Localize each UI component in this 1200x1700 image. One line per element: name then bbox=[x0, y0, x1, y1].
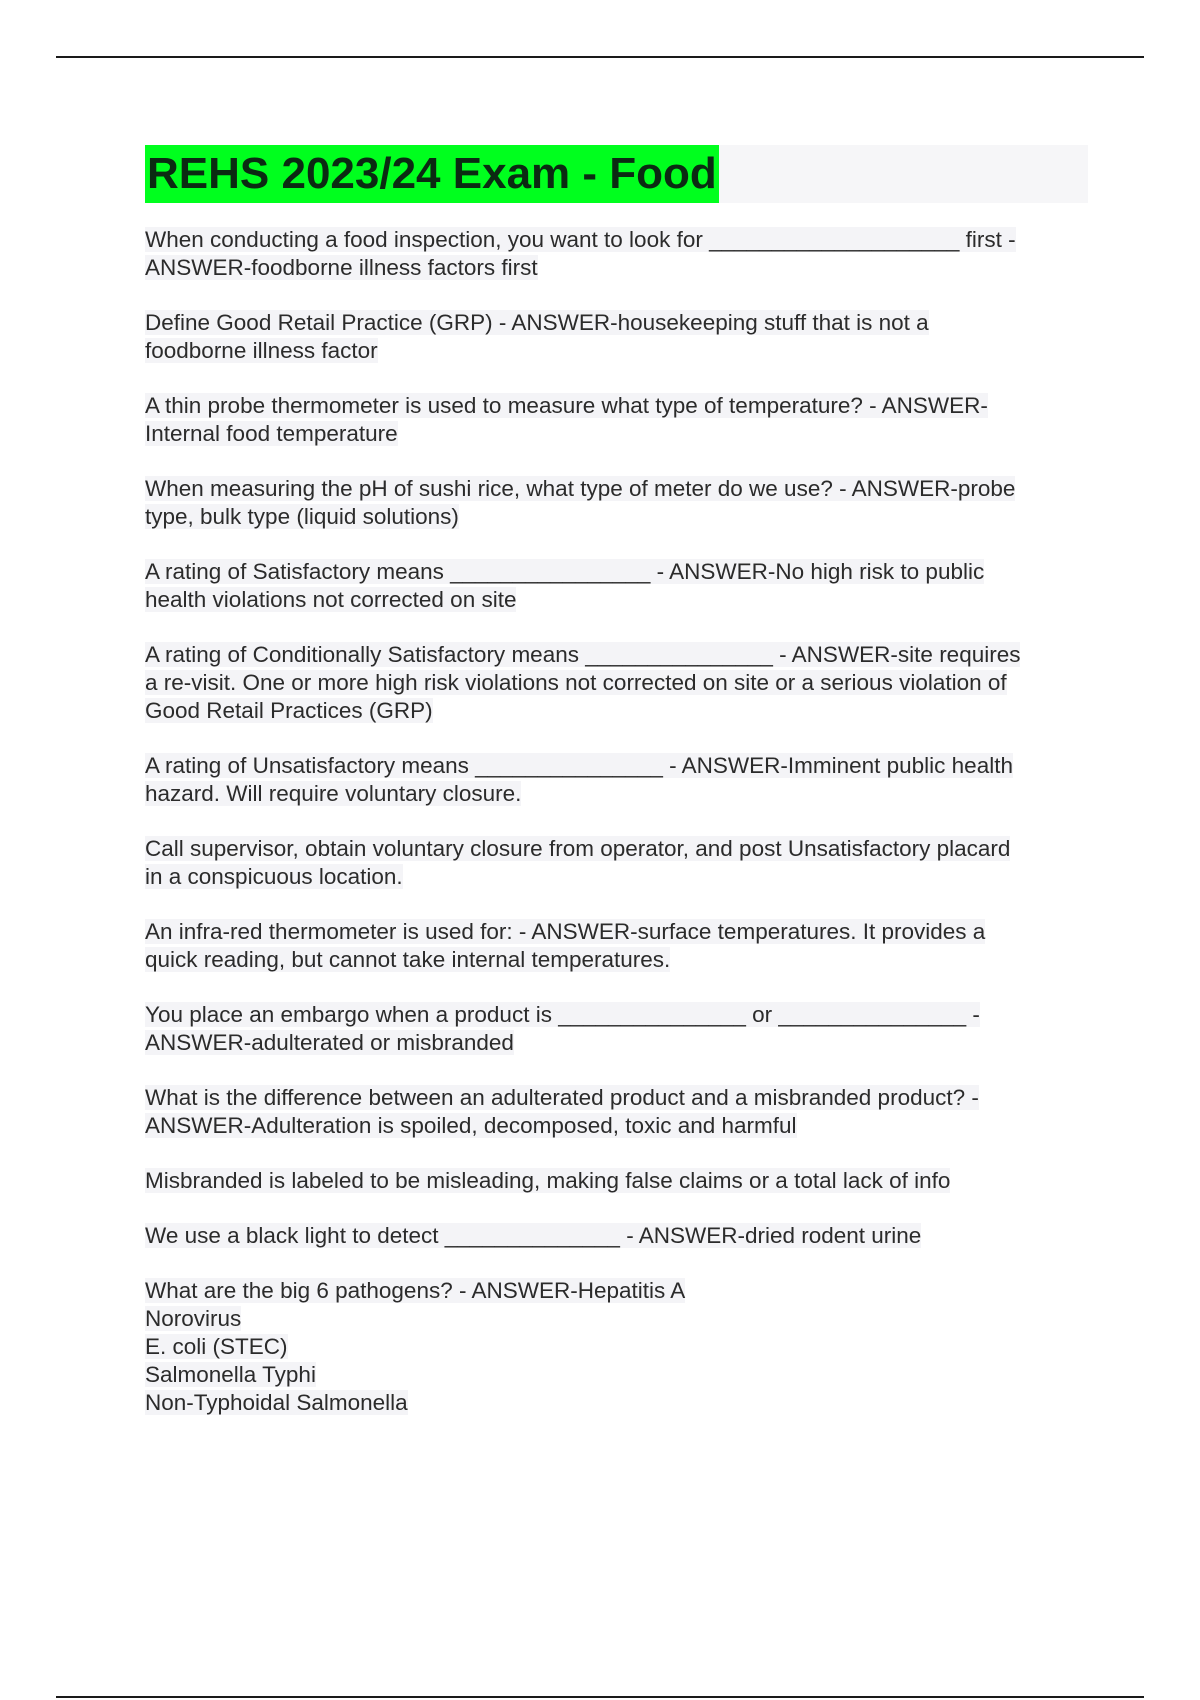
text-line bbox=[145, 254, 1095, 282]
text-line bbox=[145, 226, 1095, 254]
text-line-content: What are the big 6 pathogens? - ANSWER-Hepatitis A bbox=[145, 1278, 686, 1303]
text-line bbox=[145, 1389, 1095, 1417]
text-line bbox=[145, 1305, 1095, 1333]
text-line-content: You place an embargo when a product is _______________ or _______________ - bbox=[145, 1002, 980, 1027]
text-line bbox=[145, 1001, 1095, 1029]
document-body bbox=[145, 226, 1095, 1444]
text-line bbox=[145, 420, 1095, 448]
text-line-content: A rating of Conditionally Satisfactory means _______________ - ANSWER-site requires bbox=[145, 642, 1021, 667]
text-line bbox=[145, 475, 1095, 503]
text-line bbox=[145, 641, 1095, 669]
text-line bbox=[145, 309, 1095, 337]
text-line-content: Define Good Retail Practice (GRP) - ANSWER-housekeeping stuff that is not a bbox=[145, 310, 929, 335]
text-line bbox=[145, 863, 1095, 891]
text-line-content: When conducting a food inspection, you want to look for ____________________ first - bbox=[145, 227, 1016, 252]
qa-paragraph bbox=[145, 309, 1095, 365]
text-line bbox=[145, 1222, 1095, 1250]
text-line bbox=[145, 835, 1095, 863]
text-line-content: Internal food temperature bbox=[145, 421, 398, 446]
text-line-content: Salmonella Typhi bbox=[145, 1362, 316, 1387]
qa-paragraph bbox=[145, 641, 1095, 725]
text-line bbox=[145, 697, 1095, 725]
text-line-content: foodborne illness factor bbox=[145, 338, 378, 363]
text-line-content: health violations not corrected on site bbox=[145, 587, 517, 612]
text-line bbox=[145, 1361, 1095, 1389]
text-line bbox=[145, 392, 1095, 420]
text-line bbox=[145, 1333, 1095, 1361]
text-line-content: Non-Typhoidal Salmonella bbox=[145, 1390, 408, 1415]
qa-paragraph bbox=[145, 1167, 1095, 1195]
qa-paragraph bbox=[145, 1001, 1095, 1057]
qa-paragraph bbox=[145, 835, 1095, 891]
text-line bbox=[145, 1277, 1095, 1305]
text-line bbox=[145, 1084, 1095, 1112]
text-line-content: ANSWER-foodborne illness factors first bbox=[145, 255, 538, 280]
text-line bbox=[145, 752, 1095, 780]
text-line-content: ANSWER-Adulteration is spoiled, decomposed, toxic and harmful bbox=[145, 1113, 797, 1138]
text-line-content: We use a black light to detect ______________ - ANSWER-dried rodent urine bbox=[145, 1223, 922, 1248]
text-line bbox=[145, 503, 1095, 531]
top-rule bbox=[56, 56, 1144, 58]
qa-paragraph bbox=[145, 475, 1095, 531]
text-line-content: Misbranded is labeled to be misleading, making false claims or a total lack of info bbox=[145, 1168, 951, 1193]
text-line-content: When measuring the pH of sushi rice, what type of meter do we use? - ANSWER-probe bbox=[145, 476, 1016, 501]
text-line bbox=[145, 1112, 1095, 1140]
qa-paragraph bbox=[145, 918, 1095, 974]
text-line bbox=[145, 337, 1095, 365]
bottom-rule bbox=[56, 1696, 1144, 1698]
text-line-content: Good Retail Practices (GRP) bbox=[145, 698, 433, 723]
qa-paragraph bbox=[145, 392, 1095, 448]
text-line bbox=[145, 1029, 1095, 1057]
text-line-content: Norovirus bbox=[145, 1306, 242, 1331]
qa-paragraph bbox=[145, 558, 1095, 614]
text-line bbox=[145, 918, 1095, 946]
text-line-content: A rating of Unsatisfactory means _______________ - ANSWER-Imminent public health bbox=[145, 753, 1013, 778]
text-line bbox=[145, 558, 1095, 586]
text-line-content: A rating of Satisfactory means ________________ - ANSWER-No high risk to public bbox=[145, 559, 985, 584]
text-line bbox=[145, 586, 1095, 614]
qa-paragraph bbox=[145, 226, 1095, 282]
page-title: REHS 2023/24 Exam - Food bbox=[145, 145, 719, 203]
text-line bbox=[145, 946, 1095, 974]
text-line-content: quick reading, but cannot take internal temperatures. bbox=[145, 947, 671, 972]
text-line-content: What is the difference between an adulterated product and a misbranded product? - bbox=[145, 1085, 979, 1110]
qa-paragraph bbox=[145, 1084, 1095, 1140]
text-line-content: hazard. Will require voluntary closure. bbox=[145, 781, 522, 806]
text-line-content: A thin probe thermometer is used to measure what type of temperature? - ANSWER- bbox=[145, 393, 988, 418]
text-line-content: An infra-red thermometer is used for: - ANSWER-surface temperatures. It provides a bbox=[145, 919, 986, 944]
qa-paragraph bbox=[145, 752, 1095, 808]
text-line bbox=[145, 780, 1095, 808]
text-line-content: type, bulk type (liquid solutions) bbox=[145, 504, 459, 529]
text-line bbox=[145, 1167, 1095, 1195]
text-line-content: a re-visit. One or more high risk violations not corrected on site or a serious violation of bbox=[145, 670, 1007, 695]
text-line-content: ANSWER-adulterated or misbranded bbox=[145, 1030, 514, 1055]
title-row bbox=[145, 145, 1088, 203]
text-line-content: E. coli (STEC) bbox=[145, 1334, 288, 1359]
text-line-content: Call supervisor, obtain voluntary closure from operator, and post Unsatisfactory placard bbox=[145, 836, 1011, 861]
text-line bbox=[145, 669, 1095, 697]
qa-paragraph bbox=[145, 1222, 1095, 1250]
text-line-content: in a conspicuous location. bbox=[145, 864, 403, 889]
qa-paragraph bbox=[145, 1277, 1095, 1417]
